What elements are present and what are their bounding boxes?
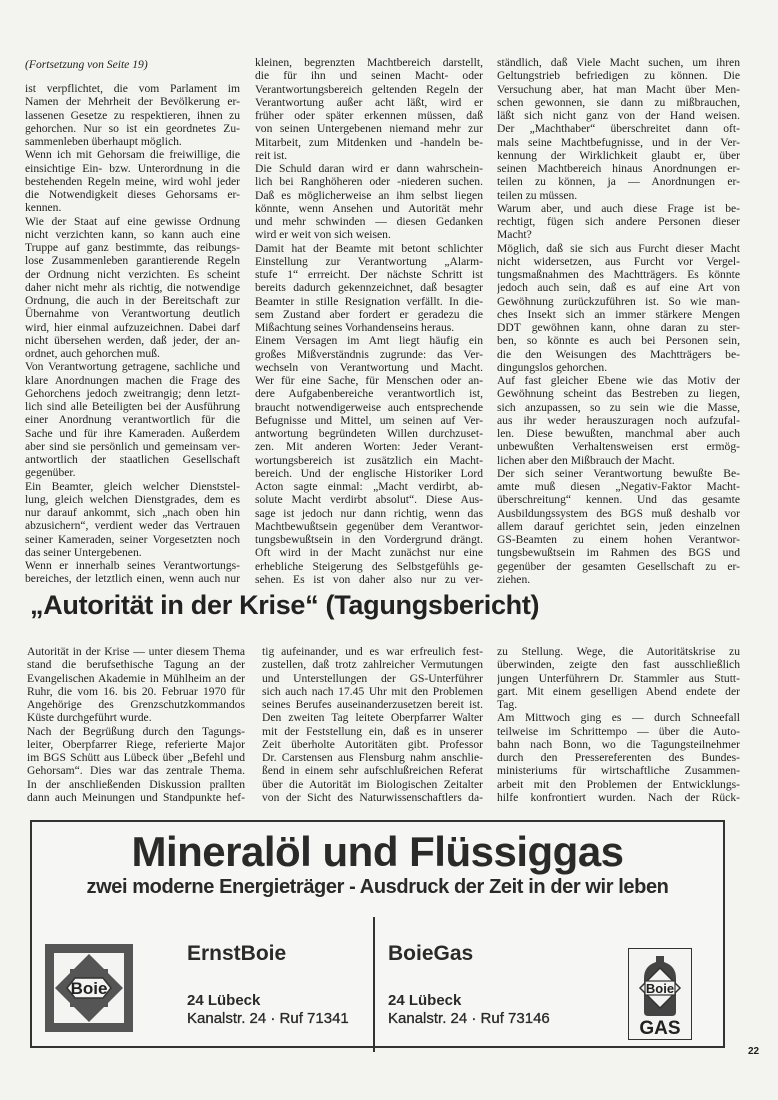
text-line: überwinden, zeigte den fast ausschließlich [497, 658, 740, 672]
text-line: DDT gewöhnen kann, ohne daran zu ster- [497, 321, 740, 334]
text-line: bereits dadurch gekennzeichnet, daß besagter [255, 281, 483, 295]
text-line: kennen. [25, 201, 62, 215]
text-line: von seinen Untergebenen niemand mehr zur [255, 122, 483, 136]
text-line: Wer für eine Sache, für Menschen oder an- [255, 374, 483, 387]
paragraph [25, 559, 240, 586]
text-line: Einem Versagen im Amt liegt häufig ein [255, 334, 483, 348]
text-line: reit ist. [255, 148, 288, 162]
text-line: gehorchen. Nur so ist ein geordnetes Zu- [25, 121, 240, 135]
text-line: Angehörige des Grenzschutzkommandos [27, 698, 245, 711]
text-line: früher oder später erkennen müssen, daß [255, 109, 483, 122]
text-line: Damit hat der Beamte mit betont schlichter [255, 241, 483, 255]
report-column-3 [497, 645, 740, 804]
text-line: dann auch Meinungen und Standpunkte hef- [27, 790, 245, 804]
text-line: stufe 1“ errreicht. Der nächste Schritt ist [255, 268, 483, 281]
text-line: Nach der Begrüßung durch den Tagungs- [27, 724, 245, 738]
paragraph [255, 162, 483, 242]
text-line: leiter, Oberpfarrer Riege, referierte Major [27, 737, 245, 751]
text-line: teilen zu müssen. [497, 188, 578, 202]
text-line: tungsmaßnahmen des Machtträgers. Es könnte [497, 268, 740, 281]
text-line: aus ihr weder herauszuragen noch aufzufal- [497, 413, 740, 427]
text-line: Machtbewußtsein gegenüber dem Verantwor- [255, 519, 483, 533]
article-column-1 [25, 82, 240, 586]
text-line: Verantwortungsbereich geltenden Regeln der [255, 82, 483, 96]
text-line: Sache und für ihre Kameraden. Außerdem [25, 426, 240, 440]
article-column-2 [255, 56, 483, 586]
text-line: sich auch nach 17.45 Uhr mit den Problemen [262, 684, 483, 698]
text-line: im BGS Schütt aus Lübeck über „Befehl und [27, 751, 245, 764]
text-line: zen. Mit anderen Worten: Jeder Verant- [255, 440, 483, 454]
ad-subtitle: zwei moderne Energieträger - Ausdruck der Zeit in der wir leben [86, 876, 669, 898]
text-line: von der Sicht des Naturwissenschaftlers da- [262, 790, 483, 804]
report-column-1 [27, 645, 245, 804]
text-line: sem Zustand aber fordert er geradezu die [255, 307, 483, 321]
boie-logo-icon [45, 944, 133, 1032]
text-line: schen gewonnen, sie dann zu mißbrauchen, [497, 95, 740, 109]
text-line: len. Diese bewußten, manchmal aber auch [497, 427, 740, 440]
text-line: einsichtige Ein- bzw. Unterordnung in die [25, 161, 240, 175]
paragraph [497, 374, 740, 467]
text-line: Evangelischen Akademie in Mühlheim an der [27, 671, 245, 685]
text-line: Mißachtung seines Vorhandenseins heraus. [255, 321, 455, 334]
text-line: Beamter in stille Resignation verfällt. In die- [255, 294, 483, 308]
text-line: die Notwendigkeit dieses Gehorsams er- [25, 188, 240, 201]
text-line: Daß es möglicherweise an ihm selbst liegen [255, 188, 483, 202]
text-line: Die Schuld daran wird er dann wahrschein- [255, 162, 483, 175]
text-line: über die Autorität im Biologischen Zeitalter [262, 777, 483, 791]
text-line: dingungslos gehorchen. [497, 360, 608, 374]
paragraph [25, 82, 240, 148]
text-line: großes Mißverständnis zugrunde: das Ver- [255, 347, 483, 361]
text-line: Ruhr, die vom 16. bis 20. Februar 1970 für [27, 684, 245, 698]
text-line: und Unterstellungen der GS-Unterführer [262, 671, 483, 685]
text-line: erhebliche Steigerung des Selbstgefühls ge- [255, 559, 483, 573]
report-column-2 [262, 645, 483, 804]
text-line: hilfe konfrontiert wurden. Nach der Rück- [497, 790, 740, 804]
text-line: stand die berufsethische Tagung an der [27, 658, 245, 672]
text-line: Ausbildungssystem des BGS muß deshalb vor [497, 506, 740, 520]
text-line: kleinen, begrenzten Machtbereich darstellt, [255, 56, 483, 69]
text-line: ziehen. [497, 572, 531, 586]
paragraph [25, 480, 240, 560]
text-line: Übernahme von Verantwortung deutlich [25, 307, 240, 321]
text-line: lose Zusammenleben garantierende Regeln [25, 254, 240, 268]
text-line: Warum aber, und auch diese Frage ist be- [497, 201, 740, 215]
text-line: jungen Unterführern Dr. Stammler aus Stutt- [497, 671, 740, 685]
text-line: wortungsbereich ist zusätzlich ein Macht- [255, 453, 483, 467]
text-line: In der anschließenden Diskussion prallten [27, 777, 245, 791]
text-line: Acton sagte einmal: „Macht verdirbt, ab- [255, 480, 483, 493]
text-line: Mitarbeit, zum Mitdenken und -handeln be- [255, 135, 483, 149]
text-line: mit der Feststellung ein, daß es in unserer [262, 724, 483, 738]
text-line: Truppe auf ganz bestimmte, das reibungs- [25, 241, 240, 254]
text-line: nicht widersetzen, aus Furcht vor Vergel- [497, 254, 740, 268]
text-line: daher nicht mehr als richtig, die notwendige [25, 280, 240, 294]
advertisement [30, 820, 725, 1048]
text-line: dere Aufgabenbereiche verantwortlich ist, [255, 387, 483, 401]
text-line: bereich. Und der englische Historiker Lord [255, 466, 483, 480]
text-line: ordnet, auch gehorchen muß. [25, 347, 160, 360]
text-line: GS-Beamten zu einem hohen Verantwor- [497, 533, 740, 546]
text-line: Geltungstrieb befriedigen zu können. Die [497, 69, 740, 83]
text-line: Der sich seiner Verantwortung bewußte Be- [497, 466, 740, 480]
text-line: Einstellung zur Verantwortung „Alarm- [255, 254, 483, 268]
text-line: tig aufeinander, und es war erfreulich fest- [262, 645, 483, 658]
text-line: teilweise im Schrittempo — über die Auto- [497, 724, 740, 738]
ad-title: Mineralöl und Flüssiggas [131, 828, 624, 875]
paragraph [25, 148, 240, 214]
text-line: sich anzupassen, so zu sein wie die Masse, [497, 400, 740, 414]
firm-city: 24 Lübeck [187, 992, 261, 1009]
firm-boiegas [388, 942, 550, 1027]
text-line: Von Verantwortung getragene, sachliche und [25, 360, 240, 374]
paragraph [497, 242, 740, 375]
paragraph [27, 725, 245, 805]
page-number: 22 [748, 1046, 760, 1057]
text-line: abzusichern“, verdient weder das Vertrauen [25, 519, 240, 533]
text-line: Autorität in der Krise — unter diesem Thema [27, 645, 245, 658]
text-line: seinen Machtbereich hinaus Anordnungen er- [497, 162, 740, 175]
text-line: ist verpflichtet, die vom Parlament im [25, 82, 240, 95]
text-line: Versuchung aber, hat man Macht über Men- [497, 82, 740, 96]
text-line: rechtigt, fügen sich andere Personen dieser [497, 215, 740, 228]
text-line: lich bei Ranghöheren oder -niederen suchen. [255, 175, 483, 189]
text-line: überschreitung“ kennen. Und das gesamte [497, 493, 740, 507]
text-line: Dr. Carstensen aus Flensburg nahm anschlie- [262, 751, 483, 764]
text-line: Befugnisse und Mittel, um seinen auf Ver- [255, 413, 483, 427]
text-line: die für ihn und seinen Macht- oder [255, 69, 483, 83]
text-line: nicht übersehen werden, daß jeder, der an- [25, 333, 240, 347]
text-line: kennung der Wirklichkeit glaubt er, über [497, 148, 740, 162]
logo-text: Boie [70, 979, 108, 998]
logo-text-gas: GAS [639, 1018, 681, 1039]
logo-text: Boie [645, 981, 675, 996]
text-line: tungsbewußtsein im Rahmen des BGS und [497, 546, 740, 560]
paragraph [497, 56, 740, 202]
text-line: Zeit überholte Autoritäten gibt. Professor [262, 737, 483, 751]
text-line: Gehorsam“. Dies war das zentrale Thema. [27, 764, 245, 778]
text-line: solute Macht verdirbt absolut“. Diese Aus- [255, 493, 483, 507]
text-line: Wenn er innerhalb seines Verantwortungs- [25, 559, 240, 572]
paragraph [27, 645, 245, 725]
text-line: mals seine Machtbefugnisse, und in der Ver- [497, 135, 740, 149]
text-line: läßt sich nicht ganz von der Hand weisen. [497, 109, 740, 122]
text-line: braucht notwendigerweise auch entsprechende [255, 400, 483, 414]
paragraph [25, 360, 240, 479]
text-line: Gewöhnung scheint das Bestreben zu liegen, [497, 387, 740, 401]
text-line: Den zweiten Tag leitete Oberpfarrer Walter [262, 711, 483, 725]
text-line: lichen aber den Mißbrauch der Macht. [497, 453, 675, 467]
text-line: Am Mittwoch ging es — durch Schneefall [497, 711, 740, 725]
firm-name: ErnstBoie [187, 942, 287, 965]
text-line: amte muß diesen „Negativ-Faktor Macht- [497, 480, 740, 493]
text-line: Gewöhnung zurückzuführen ist. So wie man- [497, 294, 740, 308]
text-line: Ordnung, die auch in der Bereitschaft zur [25, 294, 240, 307]
text-line: sehen. Es ist von daher also nur zu ver- [255, 572, 483, 586]
text-line: arbeit mit den Problemen der Entwicklungs- [497, 777, 740, 791]
paragraph [25, 215, 240, 361]
text-line: gegenüber. [25, 466, 76, 480]
text-line: sammenleben überhaupt möglich. [25, 135, 182, 148]
continuation-note: (Fortsetzung von Seite 19) [25, 58, 148, 71]
text-line: antwortung begründeten Willen durchzuset- [255, 427, 483, 440]
text-line: Wenn ich mit Gehorsam die freiwillige, die [25, 148, 240, 162]
text-line: Macht? [497, 228, 532, 242]
text-line: die den Weisungen des Machtträgers be- [497, 347, 740, 361]
text-line: sage ist jedoch nur dann richtig, wenn das [255, 506, 483, 520]
text-line: durch den Pressereferenten des Bundes- [497, 751, 740, 764]
text-line: ches Insekt sich an immer stärkere Mengen [497, 307, 740, 321]
text-line: bestehenden Regeln meine, wird wohl jeder [25, 174, 240, 188]
text-line: zustellen, daß trotz zahlreicher Vermutungen [262, 658, 483, 672]
text-line: wechseln von Verantwortung und Macht. [255, 360, 483, 374]
text-line: Verantwortung außer acht läßt, wird er [255, 95, 483, 109]
firm-name: BoieGas [388, 942, 474, 965]
text-line: Möglich, daß sie sich aus Furcht dieser Macht [497, 241, 740, 255]
text-line: unbewußten Verhaltensweisen erst ermög- [497, 440, 740, 454]
text-line: antwortlich der staatlichen Gesellschaft [25, 453, 240, 466]
text-line: einer Anordnung verantwortlich für die [25, 413, 240, 427]
paragraph [255, 242, 483, 335]
text-line: teilen zu können, ja — Anordnungen er- [497, 175, 740, 189]
text-line: bereiches, der letztlich einen, wenn auch nur [25, 572, 240, 586]
firm-ernstboie [187, 942, 349, 1027]
text-line: Der „Machthaber“ überschreitet dann oft- [497, 122, 740, 136]
text-line: bahn nach Bonn, wo die Tagungsteilnehmer [497, 737, 740, 751]
text-line: nicht verzichten kann, so kann auch eine [25, 227, 240, 241]
firm-address: Kanalstr. 24 · Ruf 71341 [187, 1010, 349, 1027]
text-line: Küste durchgeführt wurde. [27, 711, 152, 725]
text-line: zu Stellung. Wege, die Autoritätskrise zu [497, 645, 740, 658]
text-line: lung, gleich welchen Dienstgrades, dem es [25, 492, 240, 506]
text-line: aber sind sie persönlich und gemeinsam ver- [25, 439, 240, 453]
article-column-3 [497, 56, 740, 586]
text-line: der Ordnung nicht verzichten. Es scheint [25, 267, 240, 281]
text-line: Auf fast gleicher Ebene wie das Motiv der [497, 374, 740, 387]
text-line: seines Berufes auseinanderzusetzen bereit ist. [262, 698, 483, 711]
text-line: Oft wird in der Macht zunächst nur eine [255, 546, 483, 560]
text-line: das seiner Untergebenen. [25, 545, 142, 559]
text-line: jedoch auch sein, daß es auf eine Art von [497, 281, 740, 295]
text-line: nur darauf ankommt, sich „nach oben hin [25, 506, 240, 519]
ad-divider [373, 917, 375, 1052]
text-line: klare Anordnungen machen die Frage des [25, 373, 240, 387]
paragraph [497, 202, 740, 242]
text-line: allem darauf gerichtet sein, jeden einzelnen [497, 519, 740, 533]
text-line: wird er weit von sich weisen. [255, 228, 391, 242]
text-line: wird, hier einmal aufzuzeichnen. Dabei darf [25, 320, 240, 334]
text-line: Wie der Staat auf eine gewisse Ordnung [25, 214, 240, 228]
text-line: könnte, wenn Ansehen und Autorität mehr [255, 201, 483, 215]
text-line: seiner Kameraden, seiner Vorgesetzten noch [25, 532, 240, 546]
text-line: und mehr schwinden — diesen Gedanken [255, 215, 483, 228]
text-line: gegenüber der gesamten Gesellschaft zu er- [497, 559, 740, 573]
paragraph [497, 645, 740, 711]
text-line: Ein Beamter, gleich welcher Dienststel- [25, 479, 240, 493]
text-line: Gehorchens jedoch zweitrangig; denn letzt- [25, 386, 240, 400]
text-line: lich sind alle Beteiligten bei der Ausführung [25, 400, 240, 413]
paragraph [497, 711, 740, 804]
text-line: gart. Mit einem geselligen Abend endete der [497, 684, 740, 698]
boiegas-logo-icon [628, 948, 692, 1040]
paragraph [497, 467, 740, 586]
paragraph [262, 645, 483, 804]
firm-city: 24 Lübeck [388, 992, 462, 1009]
text-line: ßend in einem sehr aufschlußreichen Referat [262, 764, 483, 778]
firm-address: Kanalstr. 24 · Ruf 73146 [388, 1010, 550, 1027]
article-headline: „Autorität in der Krise“ (Tagungsbericht) [30, 590, 540, 620]
paragraph [255, 334, 483, 586]
text-line: ständlich, daß Viele Macht suchen, um ihren [497, 56, 740, 69]
text-line: Tag. [497, 698, 518, 711]
text-line: ministeriums für wirtschaftliche Zusammen- [497, 764, 740, 778]
text-line: ben, so könnte es auch bei Personen sein, [497, 334, 740, 348]
text-line: tungsbewußtsein in den Vordergrund drängt. [255, 533, 483, 546]
paragraph [255, 56, 483, 162]
text-line: lassenen Gesetze zu respektieren, ihnen zu [25, 108, 240, 122]
text-line: Namen der Mehrheit der Bevölkerung er- [25, 95, 240, 109]
